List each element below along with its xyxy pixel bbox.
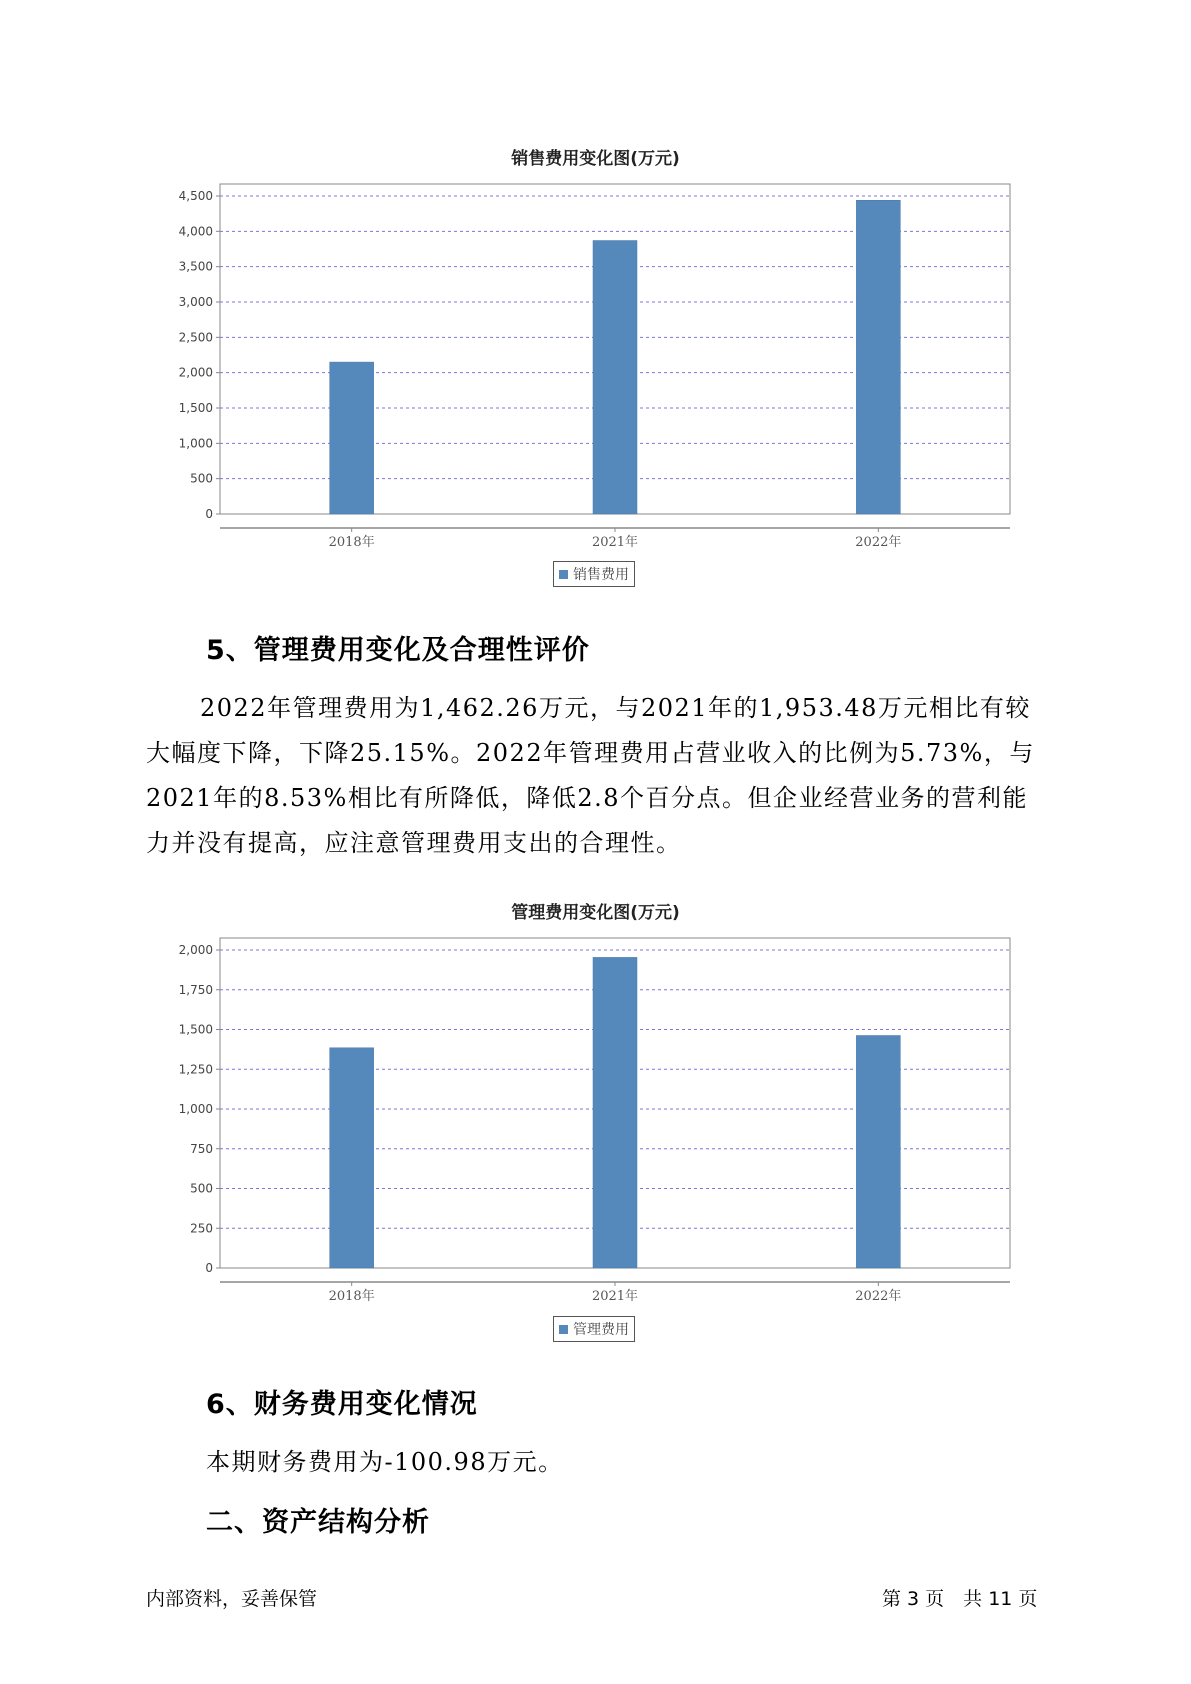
footer-left: 内部资料，妥善保管 [146, 1588, 318, 1610]
part2-heading: 二、资产结构分析 [206, 1507, 430, 1538]
chart1-y-tick-label: 1,000 [178, 436, 213, 451]
chart2-y-tick-label: 2,000 [178, 943, 213, 957]
chart1-y-tick-label: 3,000 [178, 295, 213, 309]
section6-heading: 6、财务费用变化情况 [206, 1389, 478, 1420]
legend-label: 管理费用 [573, 1322, 629, 1338]
chart1-y-tick-label: 2,500 [178, 330, 213, 345]
chart2-y-tick-label: 750 [190, 1141, 213, 1156]
chart1-y-tick-label: 4,500 [178, 189, 213, 203]
footer-page-number: 第 3 页 共 11 页 [882, 1588, 1038, 1610]
chart1-y-tick-label: 500 [190, 471, 213, 486]
section5-paragraph [146, 686, 1052, 866]
chart1-title: 销售费用变化图(万元) [511, 149, 680, 169]
chart1-bar [330, 362, 374, 514]
chart2-y-tick-label: 1,000 [178, 1102, 213, 1116]
chart2-y-tick-label: 1,750 [178, 982, 213, 997]
chart2-y-tick-label: 500 [190, 1181, 213, 1196]
chart2-x-tick-label: 2021年 [591, 1289, 639, 1304]
chart2-title: 管理费用变化图(万元) [511, 903, 680, 923]
chart1-legend [553, 561, 635, 587]
legend-swatch [559, 1325, 568, 1334]
chart2-bar [856, 1036, 900, 1268]
chart1-x-tick-label: 2018年 [328, 535, 375, 550]
chart1-y-tick-label: 2,000 [178, 365, 213, 380]
sales-expense-chart [160, 170, 1020, 550]
section5-text: 2022年管理费用为1,462.26万元，与2021年的1,953.48万元相比有较大幅度下降，下降25.15%。2022年管理费用占营业收入的比例为5.73%，与2021年的8.53%相比有所降低，降低2.8个百分点。但企业经营业务的营利能力并没有提高，应注意管理费用支出的合理性。 [146, 694, 1035, 857]
chart2-bar [593, 957, 637, 1268]
chart2-y-tick-label: 0 [205, 1261, 213, 1275]
chart1-y-tick-label: 1,500 [178, 401, 213, 415]
chart1-y-tick-label: 0 [205, 507, 213, 521]
chart1-bar [593, 241, 637, 514]
chart2-bar [330, 1048, 374, 1268]
chart2-y-tick-label: 1,250 [178, 1062, 213, 1077]
chart1-y-tick-label: 3,500 [178, 259, 213, 274]
chart1-x-tick-label: 2021年 [591, 535, 639, 550]
section5-heading: 5、管理费用变化及合理性评价 [206, 635, 590, 666]
chart2-x-tick-label: 2018年 [328, 1289, 375, 1304]
chart1-bar [856, 200, 900, 514]
chart2-legend [553, 1316, 635, 1342]
section6-paragraph: 本期财务费用为-100.98万元。 [206, 1448, 564, 1476]
legend-swatch [559, 570, 568, 579]
chart2-y-tick-label: 1,500 [178, 1022, 213, 1037]
chart1-x-tick-label: 2022年 [855, 535, 902, 550]
chart1-y-tick-label: 4,000 [178, 224, 213, 239]
chart2-y-tick-label: 250 [190, 1221, 213, 1236]
admin-expense-chart [160, 924, 1020, 1304]
chart2-x-tick-label: 2022年 [855, 1289, 902, 1304]
legend-label: 销售费用 [573, 567, 629, 583]
